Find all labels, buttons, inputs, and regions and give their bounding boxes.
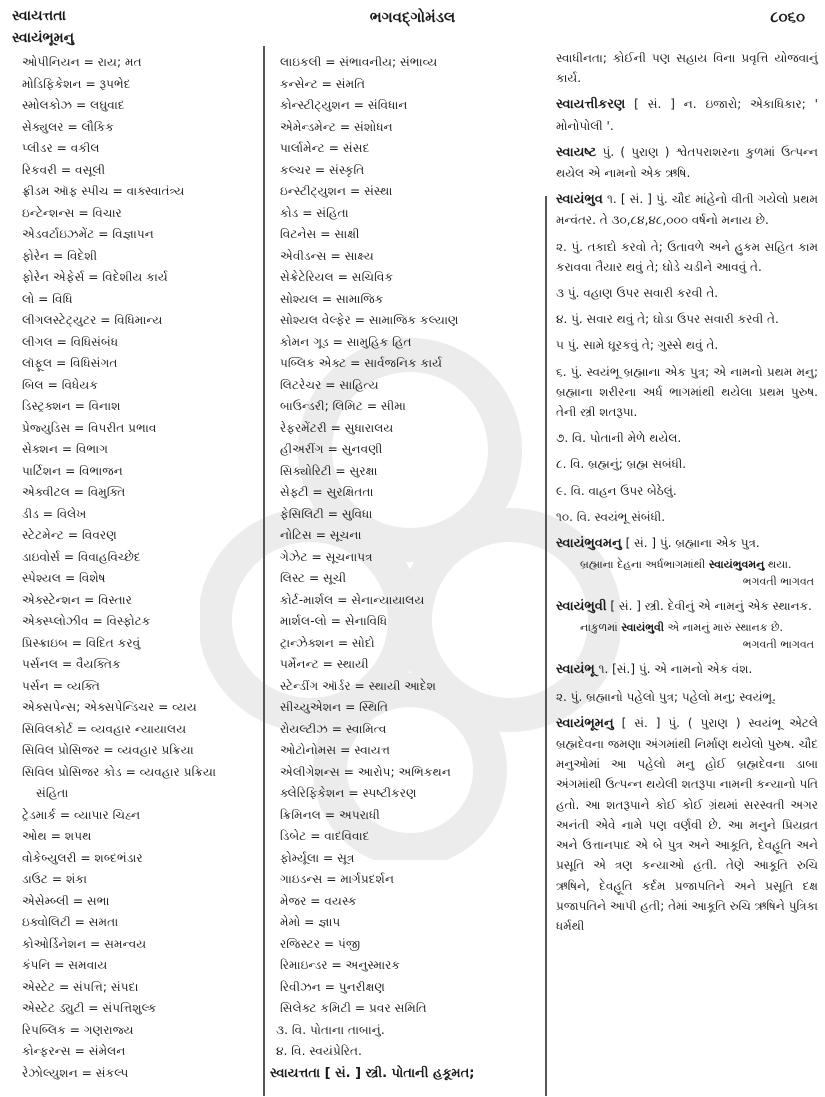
glossary-row: એસેમ્બ્લી = સભા [22,893,110,908]
dictionary-entry [556,659,818,680]
entry-definition: ૫ પું. સામે ઘૂરકવું તે; ગુસ્સે થવું તે. [556,338,719,353]
glossary-row: ડિસ્ટ્રક્શન = વિનાશ [22,399,121,413]
dictionary-entry [556,362,818,423]
glossary-row: સિવિલકોર્ટ = વ્યવહાર ન્યાયાલય [22,721,187,736]
glossary-row: લૉફૂલ = વિધિસંગત [22,356,118,370]
guide-word-sub: સ્વાયંભૂમનુ [12,30,75,46]
glossary-row: રેઝોલ્યુશન = સંકલ્પ [22,1065,129,1080]
glossary-row: મોડિફિકેશન = રૂપભેદ [22,76,131,91]
dictionary-entry [556,189,818,230]
glossary-row: લીગલ = વિધિસંબંધ [22,334,119,349]
page-title: ભગવદ્ગોમંડલ [369,8,456,26]
glossary-row: ફોર્મ્યૂલા = સૂત્ર [280,850,355,865]
glossary-row: ટ્રેડમાર્ક = વ્યાપાર ચિહ્ન [22,807,141,822]
glossary-row: ઇન્ટેન્શન્સ = વિચાર [22,205,122,220]
middle-column-glossary [270,52,538,1084]
glossary-row: પાર્ટિશન = વિભાજન [22,463,123,478]
glossary-row: ઓથ = શપથ [22,829,92,843]
dictionary-entry [556,687,818,707]
glossary-row: એક્સ્ટેન્શન = વિસ્તાર [22,592,132,607]
glossary-row: એક્સપેન્સ; એક્સપેન્ડિચર = વ્યય [22,700,197,714]
glossary-row: ઇક્વોલિટી = સમતા [22,915,119,929]
page-number: ૮૦૬૦ [770,8,805,26]
glossary-row: સોશ્યલ વેલ્ફેર = સામાજિક કલ્યાણ [280,313,459,327]
entry-headword: સ્વાયંભૂમનુ [556,715,614,731]
glossary-row: કોમન ગૂડ = સામુહિક હિત [280,334,412,349]
glossary-row: સિવિલ પ્રોસિજર = વ્યવહાર પ્રક્રિયા [22,743,194,757]
entry-quotation [556,619,818,653]
glossary-row: કંપનિ = સમવાય [22,958,108,972]
glossary-row: એલીગેશન્સ = આરોપ; અભિકથન [280,764,451,779]
column-divider-left [263,46,265,1096]
glossary-row: ઇન્સ્ટીટ્યુશન = સંસ્થા [280,184,393,198]
entry-headword: સ્વાયંભુવમનુ [556,536,622,552]
entry-definition: ૩ પું. વહાણ ઉપર સવારી કરવી તે. [556,286,719,301]
glossary-row: રિપબ્લિક = ગણરાજ્ય [22,1022,134,1037]
entry-definition: [ સં. ] સ્ત્રી. પોતાની હકૂમત; [324,1065,475,1081]
glossary-row: એક્વીટલ = વિમુક્તિ [22,485,126,499]
entry-definition: ૧. [ સં. ] પું. ચૌદ માંહેનો વીતી ગયેલો પ્રથમ મન્વંતર. તે ૩૦,૮૪,૪૮,૦૦૦ વર્ષનો મનાય છે. [556,192,818,228]
glossary-row: સ્પેશ્યલ = વિશેષ [22,571,106,585]
glossary-row: સેફ્ટી = સુરક્ષિતતા [280,485,374,499]
dictionary-entry [556,713,818,936]
glossary-row: ડાઇવોર્સ = વિવાહવિચ્છેદ [22,549,141,564]
glossary-row: ગેઝેટ = સૂચનાપત્ર [280,549,373,564]
glossary-row: વોકેબ્યુલરી = શબ્દભંડાર [22,850,143,865]
right-column-entries [556,48,818,942]
entry-headword: સ્વાયષ્ટ [556,144,597,160]
entry-definition: ૯. વિ. વાહન ઉપર બેઠેલું. [556,483,677,498]
entry-headword: સ્વાયત્તતા [270,1065,321,1081]
entry-headword: સ્વાયંભુવી [556,599,607,615]
glossary-row: સ્મોલકોઝ = લઘુવાદ [22,98,125,112]
glossary-row: પર્સનલ = વૈયક્તિક [22,657,121,671]
glossary-row: લિસ્ટ = સૂચી [280,571,347,585]
glossary-row: પાર્લામેન્ટ = સંસદ [280,141,370,155]
glossary-row: રજિસ્ટર = પંજી [280,936,361,951]
entry-definition: [ સં. ] સ્ત્રી. દેવીનું એ નામનું એક સ્થાનક. [610,599,812,614]
page-header [0,4,825,26]
entry-definition: ૧. [સં.] પું. એ નામનો એક વંશ. [598,662,753,677]
glossary-row: રોયલ્ટીઝ = સ્વામિત્વ [280,721,387,736]
glossary-row: ડાઉટ = શંકા [22,872,87,886]
entry-definition: સ્વાધીનતા; કોઈની પણ સહાય વિના પ્રવૃત્તિ યોજવાનું કાર્ય. [556,51,818,86]
glossary-row: સિલેક્ટ કમિટી = પ્રવર સમિતિ [280,1001,427,1015]
quote-text: થયા. [764,558,792,572]
entry-definition: ૧૦. વિ. સ્વયંભૂ સંબંધી. [556,509,666,524]
glossary-row: લાઇકલી = સંભાવનીય; સંભાવ્ય [280,55,438,69]
entry-definition: [ સં. ] પું. ( પુરાણ ) સ્વયંભૂ એટલે બ્રહ્મદેવના જમણા અંગમાંથી નિર્માણ થયેલો પુરુષ. ચૌદ મનુઓમાં આ પહેલો મનુ હોઈ બ્રહ્મદેવના ડાબા અંગમાંથી ઉત્પન્ન થયેલી શતરૂપા નામની કન્યાનો પતિ હતો. આ શતરૂપાને કોઈ કોઈ ગ્રંથમાં સરસ્વતી અગર અનંતી એવે નામે પણ વર્ણવી છે. આ મનુને પ્રિયવ્રત અને ઉત્તાનપાદ એ બે પુત્ર અને આકૂતિ, દેવહૂતિ અને પ્રસૂતિ એ ત્રણ કન્યાઓ હતી. તેણે આકૂતિ રુચિ ઋષિને, દેવહૂતિ કર્દમ પ્રજાપતિને અને પ્રસૂતિ દક્ષ પ્રજાપતિને આપી હતી; તેમાં આકૂતિ રુચિ ઋષિને પુત્રિકા ધર્મથી [556,715,818,933]
glossary-row: લિટરેચર = સાહિત્ય [280,377,379,392]
glossary-row: કોન્સ્ટીટ્યુશન = સંવિધાન [280,98,408,112]
glossary-row: પ્રિસ્ક્રાઇબ = વિદિત કરવું [22,635,141,650]
glossary-row: સેક્યુલર = લૌકિક [22,119,114,134]
glossary-row: એસ્ટેટ ડ્યુટી = સંપત્તિશુલ્ક [22,1001,157,1015]
dictionary-entry [556,507,818,527]
dictionary-entry [556,309,818,329]
glossary-row: ફ્રીડમ ઑફ સ્પીચ = વાક્સ્વાતંત્ર્ય [22,184,185,198]
glossary-row: સેક્રેટેરિયલ = સચિવિક [280,270,394,284]
dictionary-entry [556,596,818,653]
glossary-row: ૪. વિ. સ્વયંપ્રેરિત. [276,1044,362,1058]
glossary-row: ઓપીનિયન = રાય; મત [22,55,142,69]
column-divider-right [545,196,547,1096]
glossary-row: સિક્યોરિટી = સુરક્ષા [280,463,378,478]
entry-definition: ૨. પું. તકાદો કરવો તે; ઉતાવળે અને હુકમ સહિત કામ કરાવવા તૈયાર થવું તે; ઘોડે ચડીને આવવું તે. [556,239,818,274]
entry-definition: પું. ( પુરાણ ) શ્વેતપરાશરના કુળમાં ઉત્પન્ન થયેલ એ નામનો એક ઋષિ. [556,144,818,181]
quote-headword: સ્વાયંભુવમનુ [708,558,765,572]
glossary-row: મેજર = વયસ્ક [280,893,357,908]
glossary-row: એવીડન્સ = સાક્ષ્ય [280,248,374,263]
dictionary-entry [556,48,818,88]
glossary-row: રેફરમેંટરી = સુધારાલય [280,420,394,435]
glossary-row: લો = વિધિ [22,291,73,306]
dictionary-entry [556,481,818,501]
entry-definition: [ સં. ] પું. બ્રહ્માના એક પુત્ર. [625,536,760,551]
glossary-row: લીગલસ્ટેટ્યુટર = વિધિમાન્ય [22,313,163,327]
glossary-row: માર્શલ-લો = સેનાવિધિ [280,614,388,628]
glossary-row: એક્સ્પ્લોઝીવ = વિસ્ફોટક [22,614,151,628]
glossary-row: કોર્ટ-માર્શલ = સેનાન્યાયાલય [280,592,425,607]
glossary-row: ફોરેન = વિદેશી [22,248,98,263]
glossary-row: ડિબેટ = વાદવિવાદ [280,829,370,843]
glossary-row: પર્મેનન્ટ = સ્થાયી [280,657,369,671]
dictionary-entry [556,454,818,474]
glossary-row: નોટિસ = સૂચના [280,528,362,542]
glossary-row: બિલ = વિધેયક [22,377,98,392]
guide-word-left: સ્વાયત્તતા [12,8,66,24]
glossary-row: સ્ટેટમેન્ટ = વિવરણ [22,528,117,542]
glossary-row: ફેસિલિટી = સુવિધા [280,506,373,521]
dictionary-entry [270,1063,538,1085]
dictionary-entry [556,533,818,590]
quote-source: ભગવતી ભાગવત [742,575,814,589]
glossary-row: કોઓર્ડિનેશન = સમન્વય [22,936,147,951]
glossary-row: રિકવરી = વસૂલી [22,162,106,177]
glossary-row: સેક્શન = વિભાગ [22,442,108,456]
dictionary-entry [556,94,818,135]
glossary-row: એસ્ટેટ = સંપત્તિ; સંપદા [22,979,139,994]
glossary-row: ફોરેન એફેર્સ = વિદેશીય કાર્ય [22,270,168,284]
dictionary-entry [556,283,818,303]
glossary-row: સીચ્યુએશન = સ્થિતિ [280,700,389,714]
glossary-row: કોડ = સંહિતા [280,205,349,220]
glossary-row: સોશ્યલ = સામાજિક [280,291,384,306]
glossary-row: ગાઇડન્સ = માર્ગપ્રદર્શન [280,872,395,886]
glossary-row: સંહિતા [36,786,69,800]
glossary-row: કોન્ફરન્સ = સંમેલન [22,1044,126,1058]
glossary-row: બાઉન્ડરી; લિમિટ = સીમા [280,399,406,413]
glossary-row: ટ્રાન્ઝેક્શન = સોદો [280,635,375,650]
dictionary-entry [556,335,818,355]
entry-quotation [556,556,818,590]
glossary-row: વિટનેસ = સાક્ષી [280,227,360,241]
glossary-row: પ્લીડર = વકીલ [22,141,100,155]
quote-text: બ્રહ્માના દેહના અર્ધભાગમાંથી [580,558,709,572]
glossary-row: સિવિલ પ્રોસિજર કોડ = વ્યવહાર પ્રક્રિયા [22,764,216,779]
glossary-row: પ્રેજ્યુડિસ = વિપરીત પ્રભાવ [22,420,157,435]
glossary-row: સ્ટેન્ડીંગ ઑર્ડર = સ્થાયી આદેશ [280,678,437,693]
dictionary-entry [556,142,818,183]
glossary-row: એમેન્ડમેન્ટ = સંશોધન [280,119,393,134]
glossary-row: રિવીઝન = પુનરીક્ષણ [280,979,386,994]
entry-headword: સ્વાયંભુવ [556,192,603,208]
glossary-row: ક્લેરિફિકેશન = સ્પષ્ટીકરણ [280,786,417,800]
quote-source: ભગવતી ભાગવત [742,638,814,652]
entry-definition: [ સં. ] ન. ઇજારો; એકાધિકાર; ' મોનોપોલી '. [556,97,818,133]
quote-headword: સ્વાયંભુવી [621,621,665,635]
glossary-row: પર્સન = વ્યક્તિ [22,678,100,693]
entry-definition: ૨. પું. બ્રહ્માનો પહેલો પુત્ર; પહેલો મનુ; સ્વયંભૂ. [556,689,776,704]
entry-definition: ૬. પું. સ્વયંભૂ બ્રહ્માના એક પુત્ર; એ નામનો પ્રથમ મનુ; બ્રહ્માના શરીરના અર્ધ ભાગમાંથી થયેલા પ્રથમ પુરુષ. તેની સ્ત્રી શતરૂપા. [556,364,818,420]
entry-definition: ૮. વિ. બ્રહ્મનું; બ્રહ્મ સબંધી. [556,457,687,472]
glossary-row: કલ્ચર = સંસ્કૃતિ [280,162,365,177]
glossary-row: એડવર્ટાઇઝમેંટ = વિજ્ઞાપન [22,227,154,241]
glossary-row: ડીડ = વિલેખ [22,506,87,521]
glossary-row: ૩. વિ. પોતાના તાબાનું. [276,1022,385,1037]
entry-headword: સ્વાયંભૂ [556,662,595,678]
entry-headword: સ્વાયત્તીકરણ [556,97,626,113]
entry-definition: ૪. પું. સવાર થવું તે; ઘોડા ઉપર સવારી કરવી તે. [556,312,779,327]
dictionary-entry [556,237,818,277]
glossary-row: રિમાઇન્ડર = અનુસ્મારક [280,958,401,972]
glossary-row: ક્રિમિનલ = અપરાધી [280,807,380,822]
left-column-glossary [22,52,258,1084]
entry-definition: ૭. વિ. પોતાની મેળે થયેલ. [556,431,682,446]
quote-text: નાકુળમાં [580,621,622,635]
glossary-row: કન્સેન્ટ = સંમતિ [280,76,366,91]
glossary-row: પબ્લિક એક્ટ = સાર્વજનિક કાર્ય [280,356,443,370]
dictionary-entry [556,428,818,448]
glossary-row: મેમો = જ્ઞાપ [280,915,341,929]
glossary-row: ઓટોનોમસ = સ્વાયત્ત [280,743,391,757]
glossary-row: હીઅરીંગ = સુનવણી [280,442,383,456]
quote-text: એ નામનું મારું સ્થાનક છે. [664,621,784,635]
